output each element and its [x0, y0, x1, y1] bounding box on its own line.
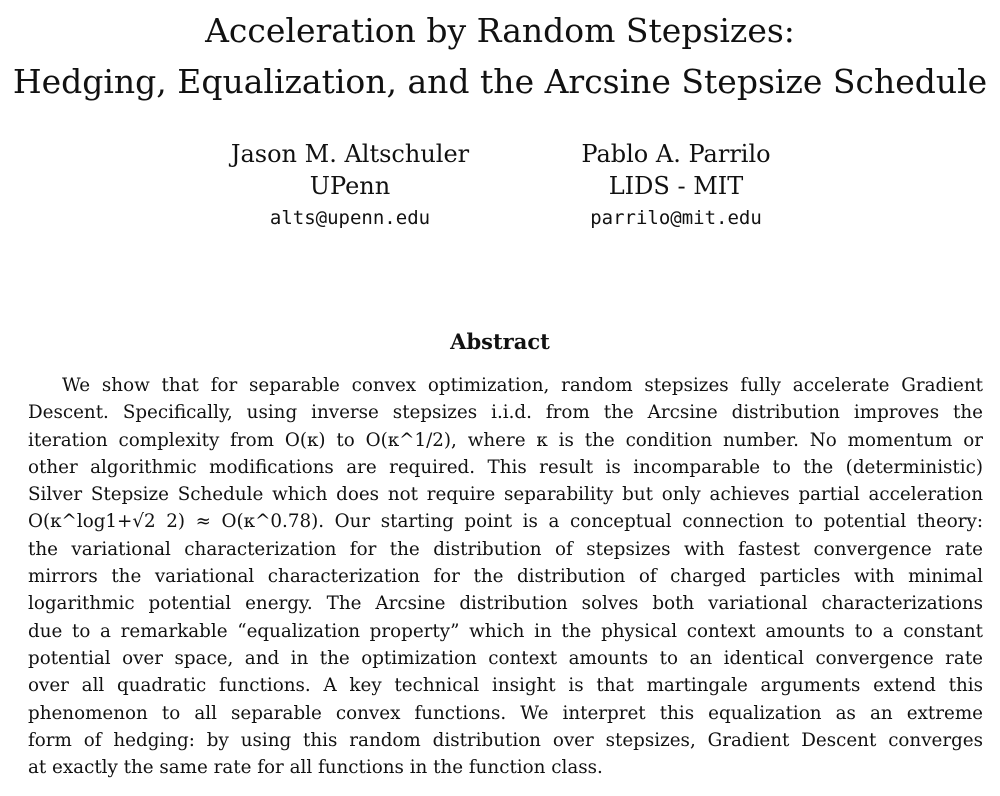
abstract-line: iteration complexity from O(κ) to O(κ^1/2), where κ is the condition number. No momentum or [28, 429, 983, 451]
abstract-line: We show that for separable convex optimization, random stepsizes fully accelerate Gradient [62, 375, 983, 396]
abstract-body [28, 372, 983, 781]
abstract-line: due to a remarkable “equalization property” which in the physical context amounts to a constant [28, 620, 983, 642]
author-email[interactable]: parrilo@mit.edu [590, 207, 762, 229]
author-email[interactable]: alts@upenn.edu [269, 207, 431, 229]
abstract-line: the variational characterization for the distribution of stepsizes with fastest convergence rate [28, 538, 983, 560]
abstract-line: potential over space, and in the optimization context amounts to an identical convergence rate [28, 647, 983, 669]
abstract-line: other algorithmic modifications are required. This result is incomparable to the (deterministic) [28, 456, 983, 478]
abstract-line: O(κ^log1+√2 2) ≈ O(κ^0.78). Our starting point is a conceptual connection to potential theory: [28, 511, 983, 533]
abstract-line: at exactly the same rate for all functions in the function class. [28, 757, 603, 779]
paper-title-line-2: Hedging, Equalization, and the Arcsine Stepsize Schedule [12, 62, 988, 101]
abstract-line: over all quadratic functions. A key technical insight is that martingale arguments extend this [28, 675, 983, 697]
abstract-heading: Abstract [450, 329, 550, 354]
author-affiliation: UPenn [309, 172, 391, 200]
author-name: Jason M. Altschuler [230, 140, 470, 168]
author-block-parrilo [526, 138, 826, 234]
abstract-line: form of hedging: by using this random distribution over stepsizes, Gradient Descent converges [28, 729, 983, 751]
abstract-line: Descent. Specifically, using inverse stepsizes i.i.d. from the Arcsine distribution improves the [28, 402, 983, 424]
paper-title-line-1: Acceleration by Random Stepsizes: [205, 11, 795, 50]
author-block-altschuler [200, 138, 500, 234]
abstract-line: logarithmic potential energy. The Arcsine distribution solves both variational characterizations [28, 593, 983, 615]
abstract-line: Silver Stepsize Schedule which does not require separability but only achieves partial acceleration [28, 484, 983, 506]
author-affiliation: LIDS - MIT [608, 172, 744, 200]
abstract-line: phenomenon to all separable convex functions. We interpret this equalization as an extreme [28, 702, 983, 724]
author-name: Pablo A. Parrilo [581, 140, 771, 168]
abstract-line: mirrors the variational characterization for the distribution of charged particles with minimal [28, 566, 983, 588]
